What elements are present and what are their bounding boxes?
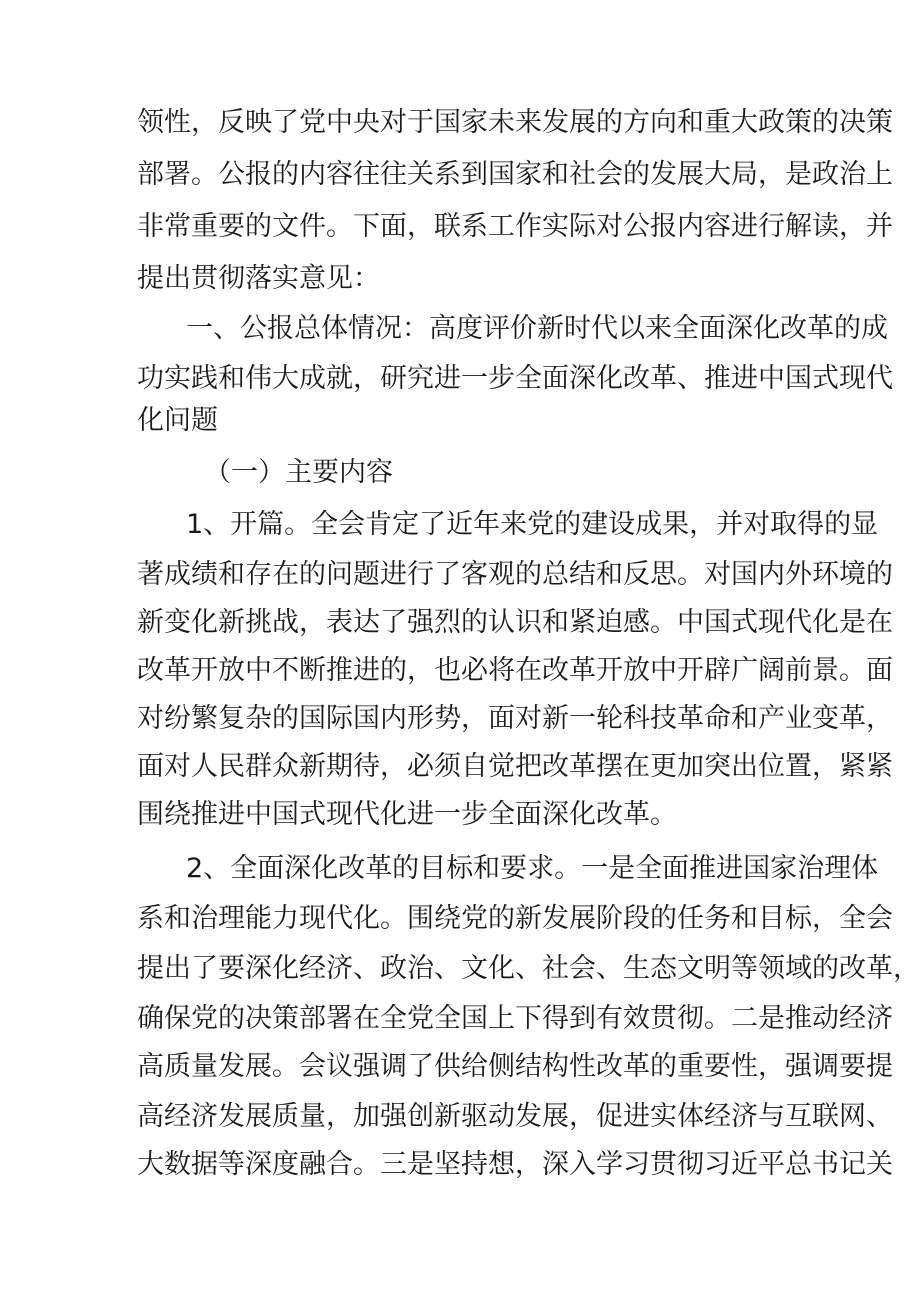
- text-line: 大数据等深度融合。三是坚持想，深入学习贯彻习近平总书记关: [137, 1149, 893, 1180]
- text-line: 部署。公报的内容往往关系到国家和社会的发展大局，是政治上: [137, 159, 893, 190]
- text-line: 面对人民群众新期待，必须自觉把改革摆在更加突出位置，紧紧: [137, 751, 893, 782]
- text-line: 非常重要的文件。下面，联系工作实际对公报内容进行解读，并: [137, 211, 893, 242]
- text-line: 1、开篇。全会肯定了近年来党的建设成果，并对取得的显: [186, 509, 879, 540]
- text-line: 提出贯彻落实意见：: [137, 263, 380, 294]
- text-line: 对纷繁复杂的国际国内形势，面对新一轮科技革命和产业变革，: [137, 703, 893, 734]
- text-line: 提出了要深化经济、政治、文化、社会、生态文明等领域的改革，: [137, 953, 920, 984]
- text-line: 功实践和伟大成就，研究进一步全面深化改革、推进中国式现代: [137, 363, 893, 394]
- text-line: 确保党的决策部署在全党全国上下得到有效贯彻。二是推动经济: [137, 1003, 893, 1034]
- text-line: 领性，反映了党中央对于国家未来发展的方向和重大政策的决策: [137, 107, 893, 138]
- text-line: 新变化新挑战，表达了强烈的认识和紧迫感。中国式现代化是在: [137, 607, 893, 638]
- text-line: 著成绩和存在的问题进行了客观的总结和反思。对国内外环境的: [137, 559, 893, 590]
- text-line: 2、全面深化改革的目标和要求。一是全面推进国家治理体: [186, 853, 879, 884]
- text-line: 一、公报总体情况：高度评价新时代以来全面深化改革的成: [186, 313, 888, 344]
- text-line: 系和治理能力现代化。围绕党的新发展阶段的任务和目标，全会: [137, 903, 893, 934]
- text-line: 化问题: [137, 405, 218, 436]
- text-line: 改革开放中不断推进的，也必将在改革开放中开辟广阔前景。面: [137, 655, 893, 686]
- subsection-heading: （一）主要内容: [204, 457, 393, 488]
- text-line: 高经济发展质量，加强创新驱动发展，促进实体经济与互联网、: [137, 1101, 893, 1132]
- text-line: 高质量发展。会议强调了供给侧结构性改革的重要性，强调要提: [137, 1051, 893, 1082]
- text-line: 围绕推进中国式现代化进一步全面深化改革。: [137, 799, 677, 830]
